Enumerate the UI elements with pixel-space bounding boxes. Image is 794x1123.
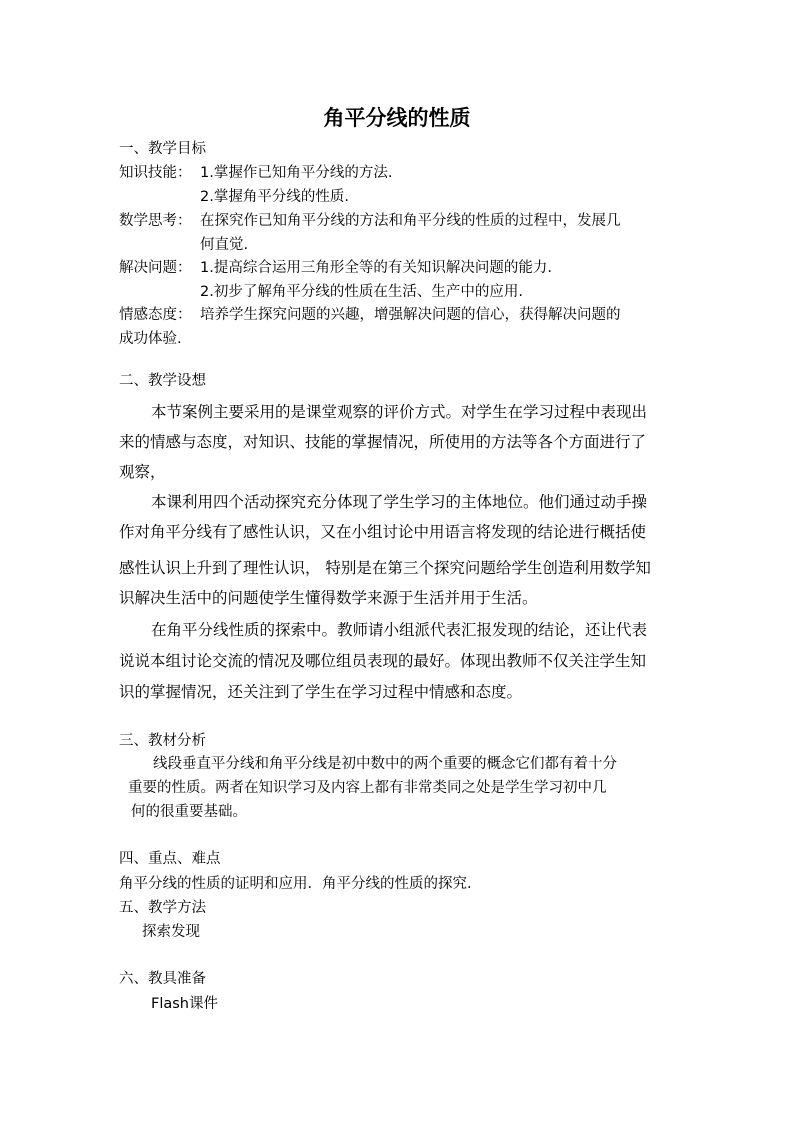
teaching-method-text: 探索发现 <box>142 924 200 940</box>
section-heading-teaching-goals: 一、教学目标 <box>119 141 206 157</box>
problem-solving-item-1: 1.提高综合运用三角形全等的有关知识解决问题的能力. <box>200 260 552 276</box>
emotion-attitude-label: 情感态度： <box>119 307 192 323</box>
section-heading-teaching-ideas: 二、教学设想 <box>119 373 206 389</box>
problem-solving-label: 解决问题： <box>119 260 192 276</box>
ideas-paragraph-3-line: 在角平分线性质的探索中。教师请小组派代表汇报发现的结论，还让代表 <box>151 621 648 639</box>
section-heading-teaching-aids: 六、教具准备 <box>119 971 206 987</box>
math-thinking-line-2: 何直觉. <box>200 237 249 253</box>
math-thinking-label: 数学思考： <box>119 213 192 229</box>
material-analysis-line: 重要的性质。两者在知识学习及内容上都有非常类同之处是学生学习初中几 <box>128 780 607 796</box>
ideas-paragraph-2-line: 识解决生活中的问题使学生懂得数学来源于生活并用于生活。 <box>119 589 538 607</box>
ideas-paragraph-3-line: 识的掌握情况，还关注到了学生在学习过程中情感和态度。 <box>119 683 523 701</box>
knowledge-skills-item-1: 1.掌握作已知角平分线的方法. <box>200 165 393 181</box>
ideas-paragraph-1-line: 观察， <box>119 463 166 481</box>
section-heading-material-analysis: 三、教材分析 <box>119 733 206 749</box>
ideas-paragraph-1-line: 本节案例主要采用的是课堂观察的评价方式。对学生在学习过程中表现出 <box>151 403 648 421</box>
emotion-attitude-line-2: 成功体验. <box>119 331 182 347</box>
knowledge-skills-label: 知识技能： <box>119 165 192 181</box>
ideas-paragraph-1-line: 来的情感与态度，对知识、技能的掌握情况，所使用的方法等各个方面进行了 <box>119 433 647 451</box>
ideas-paragraph-2-line: 作对角平分线有了感性认识，又在小组讨论中用语言将发现的结论进行概括使 <box>119 523 647 541</box>
page-title: 角平分线的性质 <box>323 105 471 130</box>
ideas-paragraph-2-line: 本课利用四个活动探究充分体现了学生学习的主体地位。他们通过动手操 <box>151 493 648 511</box>
problem-solving-item-2: 2.初步了解角平分线的性质在生活、生产中的应用. <box>200 284 523 300</box>
teaching-aids-text: Flash课件 <box>151 996 218 1012</box>
key-points-text: 角平分线的性质的证明和应用．角平分线的性质的探究. <box>119 876 472 892</box>
knowledge-skills-item-2: 2.掌握角平分线的性质. <box>200 189 349 205</box>
emotion-attitude-line-1: 培养学生探究问题的兴趣，增强解决问题的信心，获得解决问题的 <box>200 307 621 323</box>
material-analysis-line: 线段垂直平分线和角平分线是初中数中的两个重要的概念它们都有着十分 <box>153 756 617 772</box>
section-heading-key-points: 四、重点、难点 <box>119 851 221 867</box>
ideas-paragraph-3-line: 说说本组讨论交流的情况及哪位组员表现的最好。体现出教师不仅关注学生知 <box>119 652 647 670</box>
section-heading-teaching-method: 五、教学方法 <box>119 900 206 916</box>
math-thinking-line-1: 在探究作已知角平分线的方法和角平分线的性质的过程中，发展几 <box>200 213 621 229</box>
material-analysis-line: 何的很重要基础。 <box>131 804 247 820</box>
ideas-paragraph-2-line: 感性认识上升到了理性认识， 特别是在第三个探究问题给学生创造利用数学知 <box>119 559 651 577</box>
